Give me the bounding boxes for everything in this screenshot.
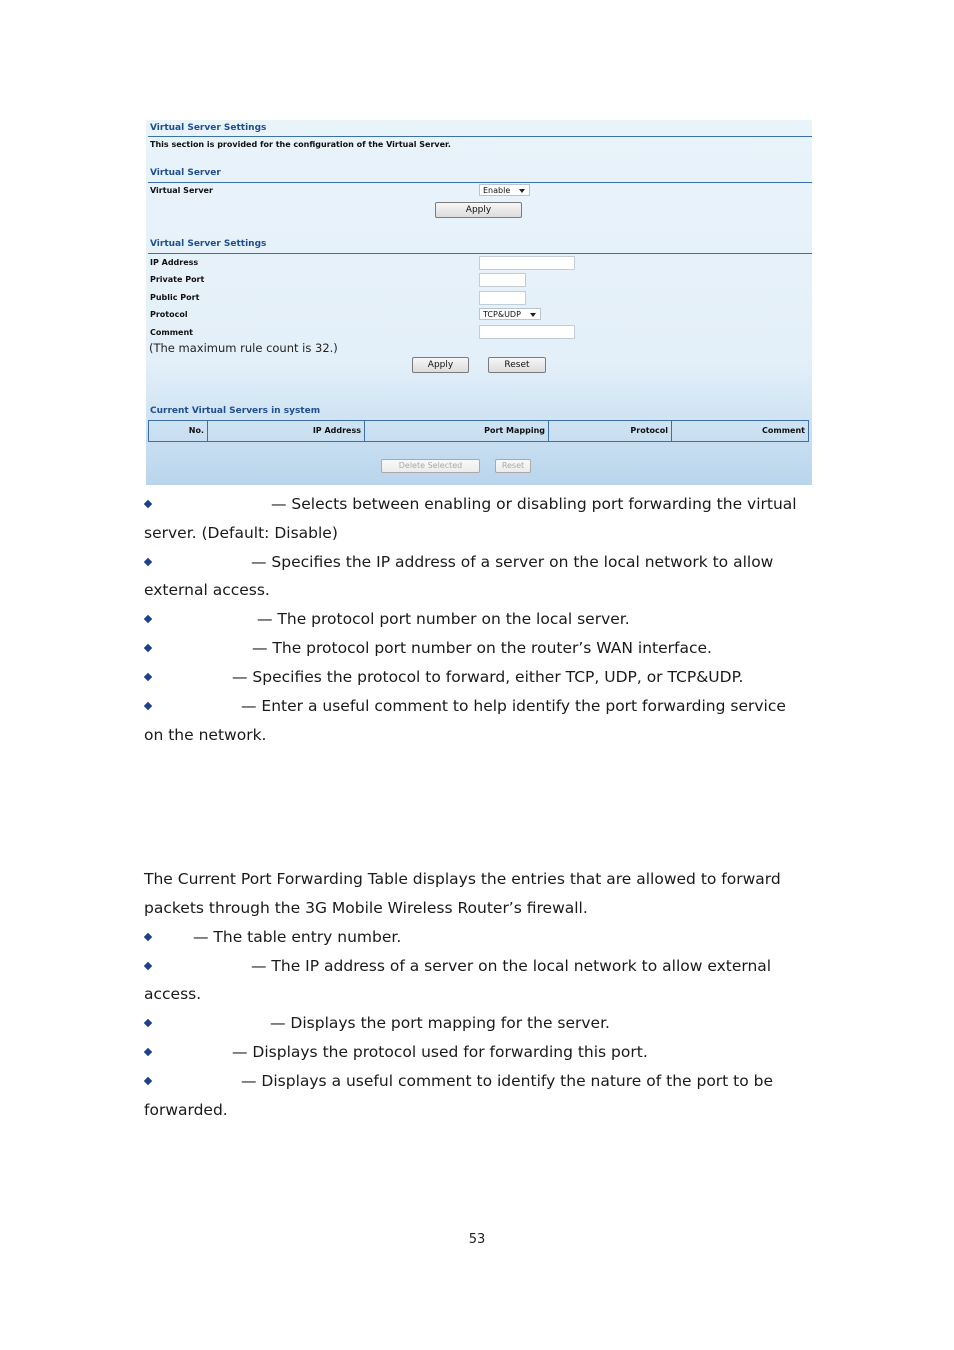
divider xyxy=(148,253,812,254)
bullet-icon xyxy=(144,558,152,566)
column-header-no: No. xyxy=(149,421,208,441)
apply-rule-button[interactable]: Apply xyxy=(412,357,469,373)
virtual-server-select[interactable] xyxy=(479,184,530,196)
divider xyxy=(148,182,812,183)
public-port-label: Public Port xyxy=(150,293,200,302)
protocol-label: Protocol xyxy=(150,310,188,319)
reset-table-button[interactable]: Reset xyxy=(495,459,531,473)
paragraph-line: The Current Port Forwarding Table displays the entries that are allowed to forward xyxy=(144,870,781,888)
bullet-icon xyxy=(144,673,152,681)
paragraph-line: packets through the 3G Mobile Wireless Router’s firewall. xyxy=(144,899,588,917)
current-servers-table-header xyxy=(148,420,809,442)
virtual-server-screenshot xyxy=(146,120,812,485)
bullet-text: — Selects between enabling or disabling port forwarding the virtual xyxy=(271,495,797,513)
protocol-select-value: TCP&UDP xyxy=(483,310,521,319)
max-rule-note: (The maximum rule count is 32.) xyxy=(149,341,338,355)
bullet-text: forwarded. xyxy=(144,1101,228,1119)
bullet-text: external access. xyxy=(144,581,270,599)
bullet-text: server. (Default: Disable) xyxy=(144,524,338,542)
bullet-text: — Displays the port mapping for the server. xyxy=(270,1014,610,1032)
private-port-label: Private Port xyxy=(150,275,205,284)
settings-description: This section is provided for the configuration of the Virtual Server. xyxy=(150,140,451,149)
bullet-icon xyxy=(144,933,152,941)
column-header-port-mapping: Port Mapping xyxy=(365,421,549,441)
virtual-server-select-value: Enable xyxy=(483,186,511,195)
bullet-text: — Displays the protocol used for forwarding this port. xyxy=(232,1043,648,1061)
bullet-icon xyxy=(144,962,152,970)
virtual-server-section-title: Virtual Server xyxy=(150,168,221,178)
divider xyxy=(148,136,812,137)
bullet-icon xyxy=(144,644,152,652)
bullet-text: — The protocol port number on the router’s WAN interface. xyxy=(252,639,712,657)
bullet-icon xyxy=(144,500,152,508)
comment-label: Comment xyxy=(150,328,193,337)
bullet-text: — Enter a useful comment to help identify the port forwarding service xyxy=(241,697,786,715)
reset-rule-button[interactable]: Reset xyxy=(488,357,546,373)
public-port-input[interactable] xyxy=(479,291,526,305)
private-port-input[interactable] xyxy=(479,273,526,287)
column-header-ip-address: IP Address xyxy=(208,421,365,441)
protocol-select[interactable] xyxy=(479,308,541,320)
chevron-down-icon xyxy=(519,189,525,193)
bullet-icon xyxy=(144,1048,152,1056)
column-header-protocol: Protocol xyxy=(549,421,672,441)
page-number: 53 xyxy=(468,1232,486,1247)
bullet-text: — The protocol port number on the local server. xyxy=(257,610,630,628)
bullet-text: — The table entry number. xyxy=(193,928,402,946)
bullet-text: — Specifies the IP address of a server on the local network to allow xyxy=(251,553,774,571)
delete-selected-button[interactable]: Delete Selected xyxy=(381,459,480,473)
bullet-text: — The IP address of a server on the local network to allow external xyxy=(251,957,772,975)
virtual-server-label: Virtual Server xyxy=(150,186,213,195)
ip-address-input[interactable] xyxy=(479,256,575,270)
bullet-icon xyxy=(144,1077,152,1085)
apply-button[interactable]: Apply xyxy=(435,202,522,218)
bullet-text: — Displays a useful comment to identify the nature of the port to be xyxy=(241,1072,774,1090)
ip-address-label: IP Address xyxy=(150,258,199,267)
column-header-comment: Comment xyxy=(762,426,805,435)
bullet-icon xyxy=(144,702,152,710)
bullet-text: — Specifies the protocol to forward, either TCP, UDP, or TCP&UDP. xyxy=(232,668,744,686)
virtual-server-settings-title: Virtual Server Settings xyxy=(150,239,267,249)
settings-header-title: Virtual Server Settings xyxy=(150,123,267,133)
chevron-down-icon xyxy=(530,313,536,317)
bullet-icon xyxy=(144,1019,152,1027)
comment-input[interactable] xyxy=(479,325,575,339)
bullet-icon xyxy=(144,615,152,623)
bullet-text: access. xyxy=(144,985,202,1003)
current-servers-title: Current Virtual Servers in system xyxy=(150,406,321,416)
bullet-text: on the network. xyxy=(144,726,267,744)
